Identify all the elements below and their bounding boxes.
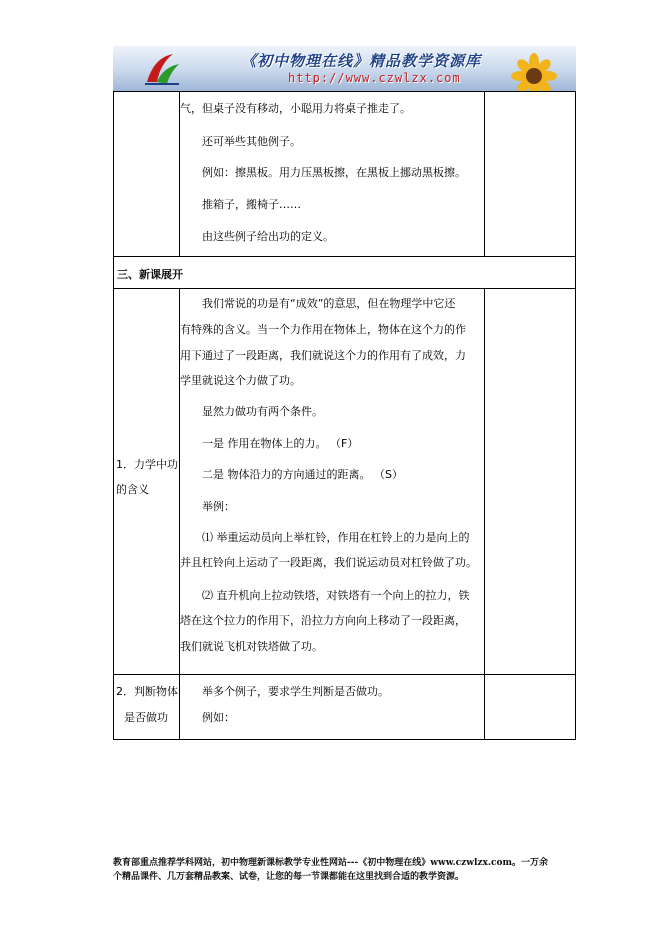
row-label: 1．力学中功 (116, 458, 178, 471)
content-line: 例如：擦黑板。用力压黑板擦，在黑板上挪动黑板擦。 (202, 166, 466, 179)
page-footer (113, 856, 583, 884)
table-row (114, 92, 575, 257)
content-line: 二是 物体沿力的方向通过的距离。 （S） (202, 468, 403, 481)
site-banner (113, 46, 576, 91)
content-line: 推箱子，搬椅子…… (202, 198, 301, 211)
sunflower-icon (506, 52, 562, 91)
content-line: 由这些例子给出功的定义。 (202, 230, 334, 243)
content-line: ⑴ 举重运动员向上举杠铃，作用在杠铃上的力是向上的 (202, 531, 470, 544)
table-row (114, 675, 575, 739)
content-line: 有特殊的含义。当一个力作用在物体上，物体在这个力的作 (180, 323, 466, 336)
row-label: 是否做功 (124, 711, 168, 724)
content-line: 我们就说飞机对铁塔做了功。 (180, 640, 323, 653)
content-line: 例如： (202, 711, 235, 724)
content-line: 举例： (202, 500, 235, 513)
lesson-table (113, 91, 576, 740)
site-logo-icon (143, 52, 181, 86)
content-line: 并且杠铃向上运动了一段距离，我们说运动员对杠铃做了功。 (180, 556, 477, 569)
row-label: 2．判断物体 (116, 685, 178, 698)
section-header-row (114, 257, 575, 289)
content-line: 显然力做功有两个条件。 (202, 405, 323, 418)
row-label: 的含义 (116, 483, 149, 496)
content-line: 用下通过了一段距离，我们就说这个力的作用有了成效，力 (180, 349, 466, 362)
content-line: 气，但桌子没有移动，小聪用力将桌子推走了。 (180, 102, 411, 115)
content-line: 还可举些其他例子。 (202, 135, 301, 148)
footer-line: 个精品课件、几万套精品教案、试卷，让您的每一节课都能在这里找到合适的教学资源。 (113, 872, 465, 882)
content-line: 一是 作用在物体上的力。 （F） (202, 437, 359, 450)
banner-url[interactable]: http://www.czwlzx.com (288, 71, 461, 85)
section-heading: 三、新课展开 (117, 268, 183, 281)
table-row (114, 289, 575, 675)
content-line: 举多个例子，要求学生判断是否做功。 (202, 685, 389, 698)
content-line: 塔在这个拉力的作用下，沿拉力方向向上移动了一段距离， (180, 614, 466, 627)
banner-title: 《初中物理在线》精品教学资源库 (241, 52, 482, 70)
content-line: 学里就说这个力做了功。 (180, 374, 301, 387)
footer-line: 教育部重点推荐学科网站，初中物理新课标教学专业性网站---《初中物理在线》www.czwlzx.com。一万余 (113, 858, 549, 868)
content-line: ⑵ 直升机向上拉动铁塔，对铁塔有一个向上的拉力，铁 (202, 589, 470, 602)
content-line: 我们常说的功是有“成效”的意思，但在物理学中它还 (202, 297, 456, 310)
